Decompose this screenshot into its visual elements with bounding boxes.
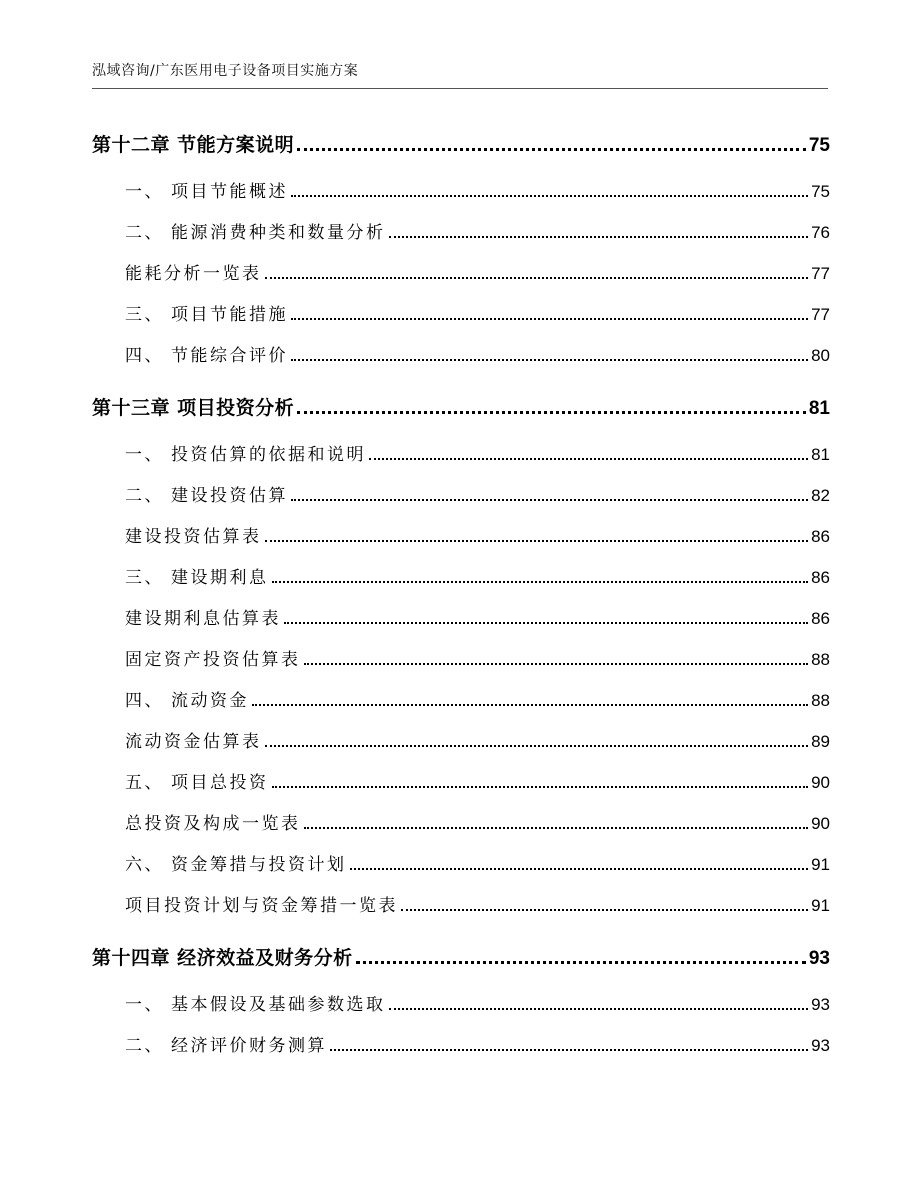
toc-entry-title-text: 流动资金估算表 [125,732,262,752]
toc-section-entry[interactable] [92,1021,830,1062]
toc-page-number: 91 [811,855,830,874]
toc-page-number: 86 [811,568,830,587]
toc-page-number: 75 [808,135,830,156]
toc-entry-title [92,393,294,420]
toc-entry-number: 五、 [125,773,164,793]
toc-page-number: 90 [811,773,830,792]
toc-dot-leader [356,961,806,964]
toc-entry-title [125,891,398,916]
toc-dot-leader [265,540,809,542]
toc-entry-title [125,727,262,752]
toc-entry-title-text: 流动资金 [171,691,249,711]
toc-chapter-entry[interactable] [92,115,830,161]
toc-chapter-entry[interactable] [92,378,830,424]
toc-entry-title-text: 项目总投资 [171,773,269,793]
toc-section-entry[interactable] [92,676,830,717]
toc-section-entry[interactable] [92,290,830,331]
toc-entry-title [125,341,288,366]
toc-entry-title [125,259,262,284]
toc-page-number: 81 [808,398,830,419]
toc-section-entry[interactable] [92,331,830,372]
toc-entry-title-text: 第十三章 项目投资分析 [92,397,295,419]
toc-dot-leader [304,827,809,829]
toc-dot-leader [389,236,809,238]
toc-entry-title [125,768,269,793]
toc-entry-title [92,943,353,970]
toc-entry-number: 三、 [125,568,164,588]
toc-dot-leader [389,1008,809,1010]
toc-entry-title [125,218,386,243]
toc-section-entry[interactable] [92,249,830,290]
toc-entry-number: 一、 [125,995,164,1015]
toc-section-entry[interactable] [92,799,830,840]
header-rule [92,88,828,89]
toc-page-number: 88 [811,650,830,669]
toc-entry-title-text: 能耗分析一览表 [125,264,262,284]
toc-entry-number: 一、 [125,445,164,465]
running-header: 泓域咨询/广东医用电子设备项目实施方案 [92,63,359,79]
toc-page-number: 89 [811,732,830,751]
toc-section-entry[interactable] [92,553,830,594]
toc-dot-leader [272,581,809,583]
toc-dot-leader [265,277,809,279]
toc-page-number: 93 [811,995,830,1014]
toc-dot-leader [252,704,808,706]
toc-dot-leader [330,1049,808,1051]
toc-dot-leader [272,786,809,788]
toc-section-entry[interactable] [92,471,830,512]
toc-entry-title-text: 第十四章 经济效益及财务分析 [92,947,353,969]
toc-section-entry[interactable] [92,208,830,249]
toc-entry-title [125,809,301,834]
toc-section-entry[interactable] [92,881,830,922]
toc-dot-leader [291,499,808,501]
toc-section-entry[interactable] [92,758,830,799]
toc-entry-number: 二、 [125,1036,164,1056]
toc-entry-title-text: 建设投资估算 [171,486,288,506]
table-of-contents [92,115,830,1062]
toc-entry-title [92,130,294,157]
toc-entry-title-text: 建设期利息估算表 [125,609,281,629]
toc-section-entry[interactable] [92,594,830,635]
toc-page-number: 90 [811,814,830,833]
toc-dot-leader [369,458,808,460]
toc-page-number: 80 [811,346,830,365]
toc-entry-title-text: 投资估算的依据和说明 [171,445,366,465]
toc-page-number: 86 [811,609,830,628]
toc-dot-leader [284,622,808,624]
toc-dot-leader [297,411,806,414]
toc-entry-title-text: 第十二章 节能方案说明 [92,134,295,156]
toc-entry-title-text: 项目节能概述 [171,182,288,202]
toc-dot-leader [401,909,808,911]
toc-entry-number: 一、 [125,182,164,202]
toc-entry-title [125,645,301,670]
toc-page-number: 75 [811,182,830,201]
toc-page-number: 88 [811,691,830,710]
toc-entry-number: 四、 [125,691,164,711]
toc-section-entry[interactable] [92,635,830,676]
toc-entry-title [125,177,288,202]
toc-entry-title-text: 资金筹措与投资计划 [171,855,347,875]
toc-entry-title-text: 建设期利息 [171,568,269,588]
toc-entry-title-text: 项目节能措施 [171,305,288,325]
toc-entry-number: 四、 [125,346,164,366]
toc-entry-title-text: 固定资产投资估算表 [125,650,301,670]
toc-dot-leader [350,868,809,870]
toc-entry-number: 六、 [125,855,164,875]
toc-entry-number: 二、 [125,223,164,243]
toc-entry-title [125,686,249,711]
toc-entry-title [125,440,366,465]
toc-section-entry[interactable] [92,430,830,471]
toc-entry-title [125,850,347,875]
toc-entry-title-text: 总投资及构成一览表 [125,814,301,834]
toc-dot-leader [304,663,809,665]
toc-entry-number: 三、 [125,305,164,325]
toc-section-entry[interactable] [92,512,830,553]
toc-page-number: 77 [811,264,830,283]
toc-dot-leader [291,359,808,361]
toc-dot-leader [265,745,809,747]
toc-entry-title [125,522,262,547]
toc-entry-title [125,990,386,1015]
toc-page-number: 82 [811,486,830,505]
toc-entry-title-text: 项目投资计划与资金筹措一览表 [125,896,398,916]
toc-page-number: 77 [811,305,830,324]
toc-section-entry[interactable] [92,980,830,1021]
toc-dot-leader [291,318,808,320]
toc-entry-title [125,481,288,506]
toc-entry-title [125,300,288,325]
toc-page-number: 76 [811,223,830,242]
toc-entry-title [125,604,281,629]
toc-page-number: 91 [811,896,830,915]
toc-dot-leader [297,148,806,151]
toc-section-entry[interactable] [92,167,830,208]
toc-entry-title-text: 经济评价财务测算 [171,1036,327,1056]
toc-entry-title [125,1031,327,1056]
toc-entry-number: 二、 [125,486,164,506]
toc-entry-title-text: 能源消费种类和数量分析 [171,223,386,243]
toc-page-number: 93 [808,948,830,969]
toc-entry-title-text: 节能综合评价 [171,346,288,366]
toc-entry-title-text: 建设投资估算表 [125,527,262,547]
toc-entry-title [125,563,269,588]
toc-section-entry[interactable] [92,840,830,881]
toc-section-entry[interactable] [92,717,830,758]
toc-dot-leader [291,195,808,197]
toc-page-number: 86 [811,527,830,546]
toc-entry-title-text: 基本假设及基础参数选取 [171,995,386,1015]
toc-page-number: 81 [811,445,830,464]
toc-page-number: 93 [811,1036,830,1055]
toc-chapter-entry[interactable] [92,928,830,974]
